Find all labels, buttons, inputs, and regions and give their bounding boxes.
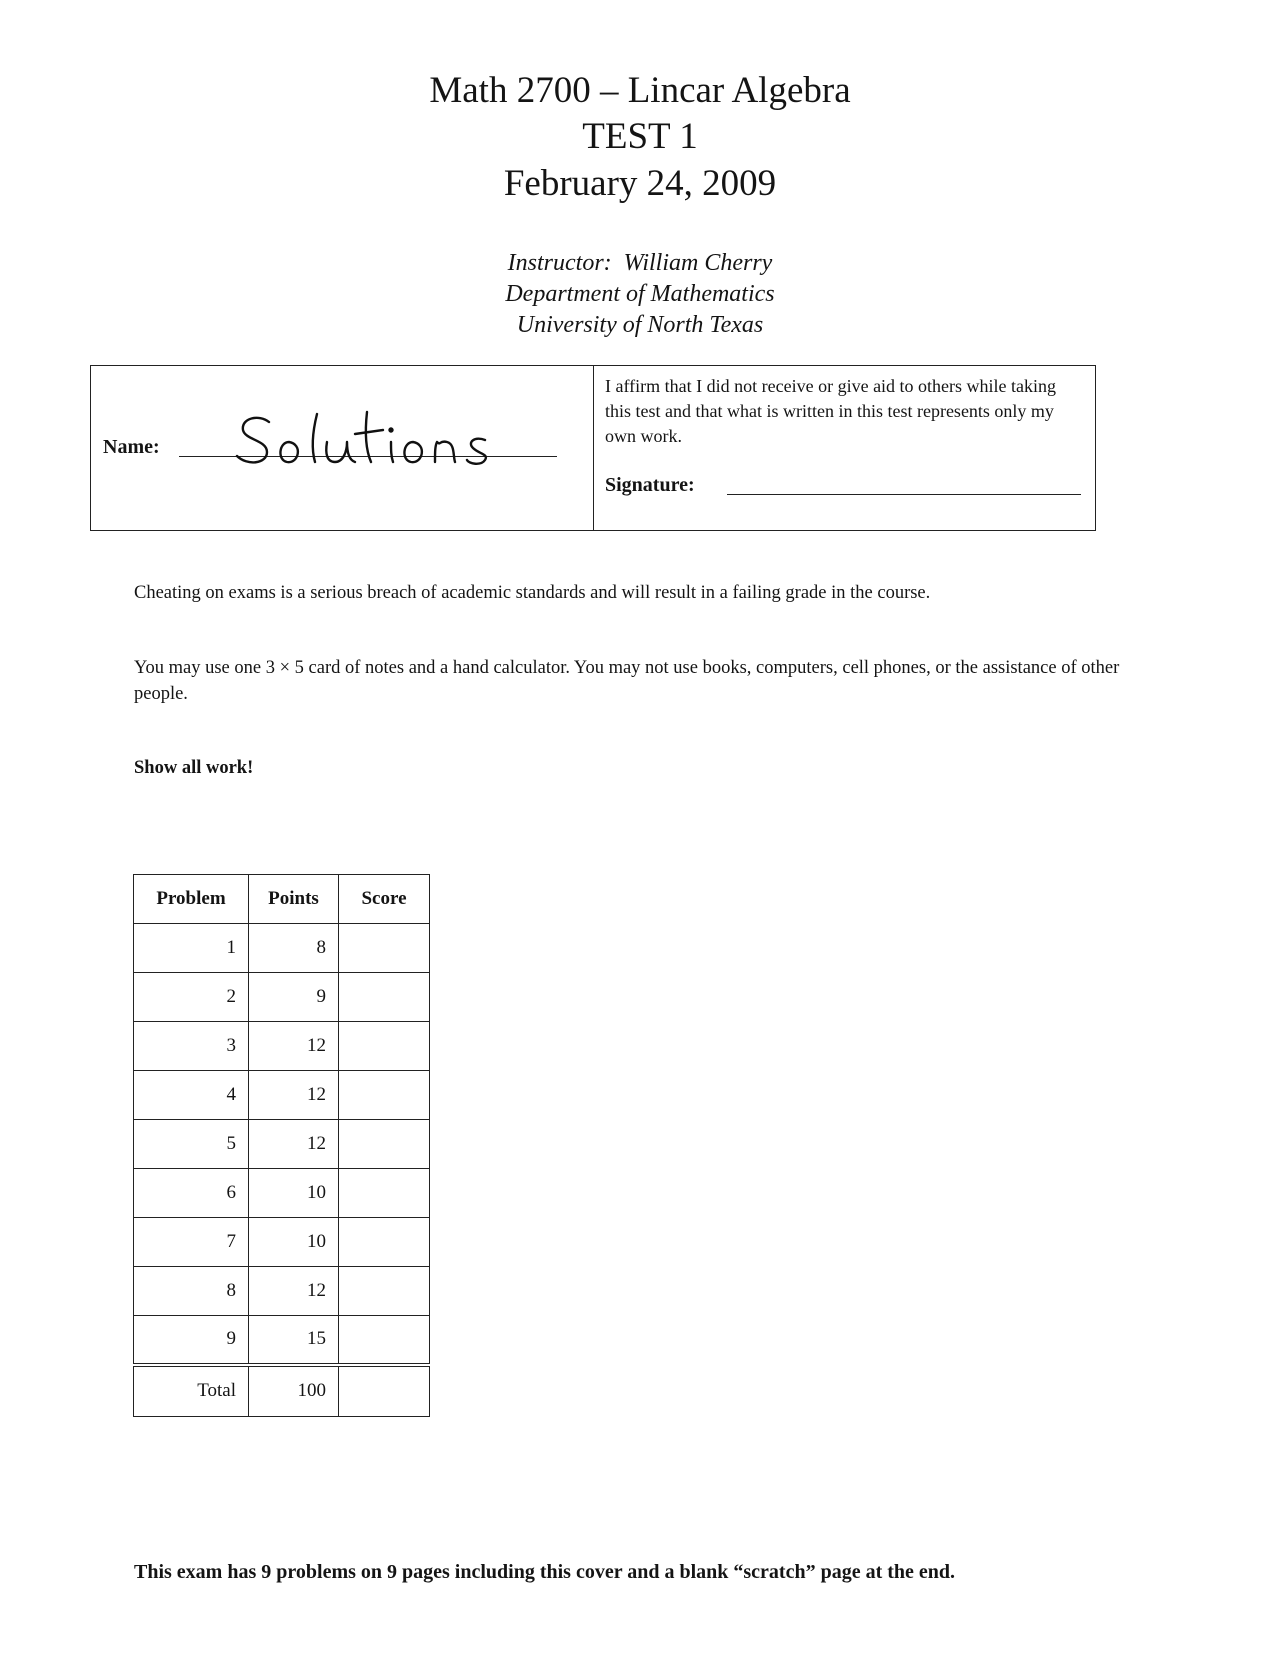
table-row <box>134 924 430 973</box>
exam-page-count-note: This exam has 9 problems on 9 pages including this cover and a blank “scratch” page at the end. <box>134 1561 956 1583</box>
problem-score[interactable] <box>339 1267 430 1316</box>
problem-number: 6 <box>134 1169 249 1218</box>
table-header-row <box>134 875 430 924</box>
problem-number: 4 <box>134 1071 249 1120</box>
box-divider <box>593 366 594 530</box>
header-problem: Problem <box>134 875 249 924</box>
problem-score[interactable] <box>339 973 430 1022</box>
problem-score[interactable] <box>339 1316 430 1365</box>
problem-points: 12 <box>249 1022 339 1071</box>
problem-points: 8 <box>249 924 339 973</box>
problem-number: 8 <box>134 1267 249 1316</box>
problem-number: 9 <box>134 1316 249 1365</box>
department: Department of Mathematics <box>505 281 775 307</box>
instructor-line <box>0 248 1280 279</box>
handwritten-name <box>231 404 521 474</box>
problem-score[interactable] <box>339 924 430 973</box>
table-row <box>134 1022 430 1071</box>
table-row <box>134 1316 430 1365</box>
problem-number: 3 <box>134 1022 249 1071</box>
cheating-notice: Cheating on exams is a serious breach of academic standards and will result in a failing grade in the course. <box>134 583 931 603</box>
table-row <box>134 1120 430 1169</box>
problem-score[interactable] <box>339 1120 430 1169</box>
problem-points: 10 <box>249 1169 339 1218</box>
problem-points: 9 <box>249 973 339 1022</box>
materials-notice: You may use one 3 × 5 card of notes and a hand calculator. You may not use books, computers, cell phones, or the assistance of other people. <box>134 658 1120 704</box>
signature-label: Signature: <box>605 474 695 496</box>
table-row <box>134 1267 430 1316</box>
problem-points: 12 <box>249 1071 339 1120</box>
problem-number: 5 <box>134 1120 249 1169</box>
name-signature-box <box>90 365 1096 531</box>
problem-score[interactable] <box>339 1169 430 1218</box>
test-title: TEST 1 <box>582 116 698 157</box>
total-points: 100 <box>249 1365 339 1417</box>
header-points: Points <box>249 875 339 924</box>
header-score: Score <box>339 875 430 924</box>
total-score[interactable] <box>339 1365 430 1417</box>
table-row <box>134 1169 430 1218</box>
problem-number: 7 <box>134 1218 249 1267</box>
affirmation-statement: I affirm that I did not receive or give aid to others while taking this test and that what is written in this test represents only my own work. <box>605 376 1057 446</box>
name-label: Name: <box>103 436 160 458</box>
problem-points: 15 <box>249 1316 339 1365</box>
problem-number: 2 <box>134 973 249 1022</box>
problem-score[interactable] <box>339 1218 430 1267</box>
problem-points: 12 <box>249 1267 339 1316</box>
test-date: February 24, 2009 <box>503 163 777 204</box>
problem-number: 1 <box>134 924 249 973</box>
total-row <box>134 1365 430 1417</box>
score-table <box>133 874 430 1417</box>
instructor-name: William Cherry <box>623 250 773 276</box>
total-label: Total <box>134 1365 249 1417</box>
instructor-label: Instructor: <box>507 250 612 276</box>
show-work-notice: Show all work! <box>134 758 254 778</box>
table-row <box>134 973 430 1022</box>
problem-points: 10 <box>249 1218 339 1267</box>
signature-field-line[interactable] <box>727 494 1081 495</box>
problem-score[interactable] <box>339 1022 430 1071</box>
problem-score[interactable] <box>339 1071 430 1120</box>
university: University of North Texas <box>516 312 764 338</box>
course-title: Math 2700 – Lincar Algebra <box>429 70 851 111</box>
table-row <box>134 1218 430 1267</box>
problem-points: 12 <box>249 1120 339 1169</box>
table-row <box>134 1071 430 1120</box>
